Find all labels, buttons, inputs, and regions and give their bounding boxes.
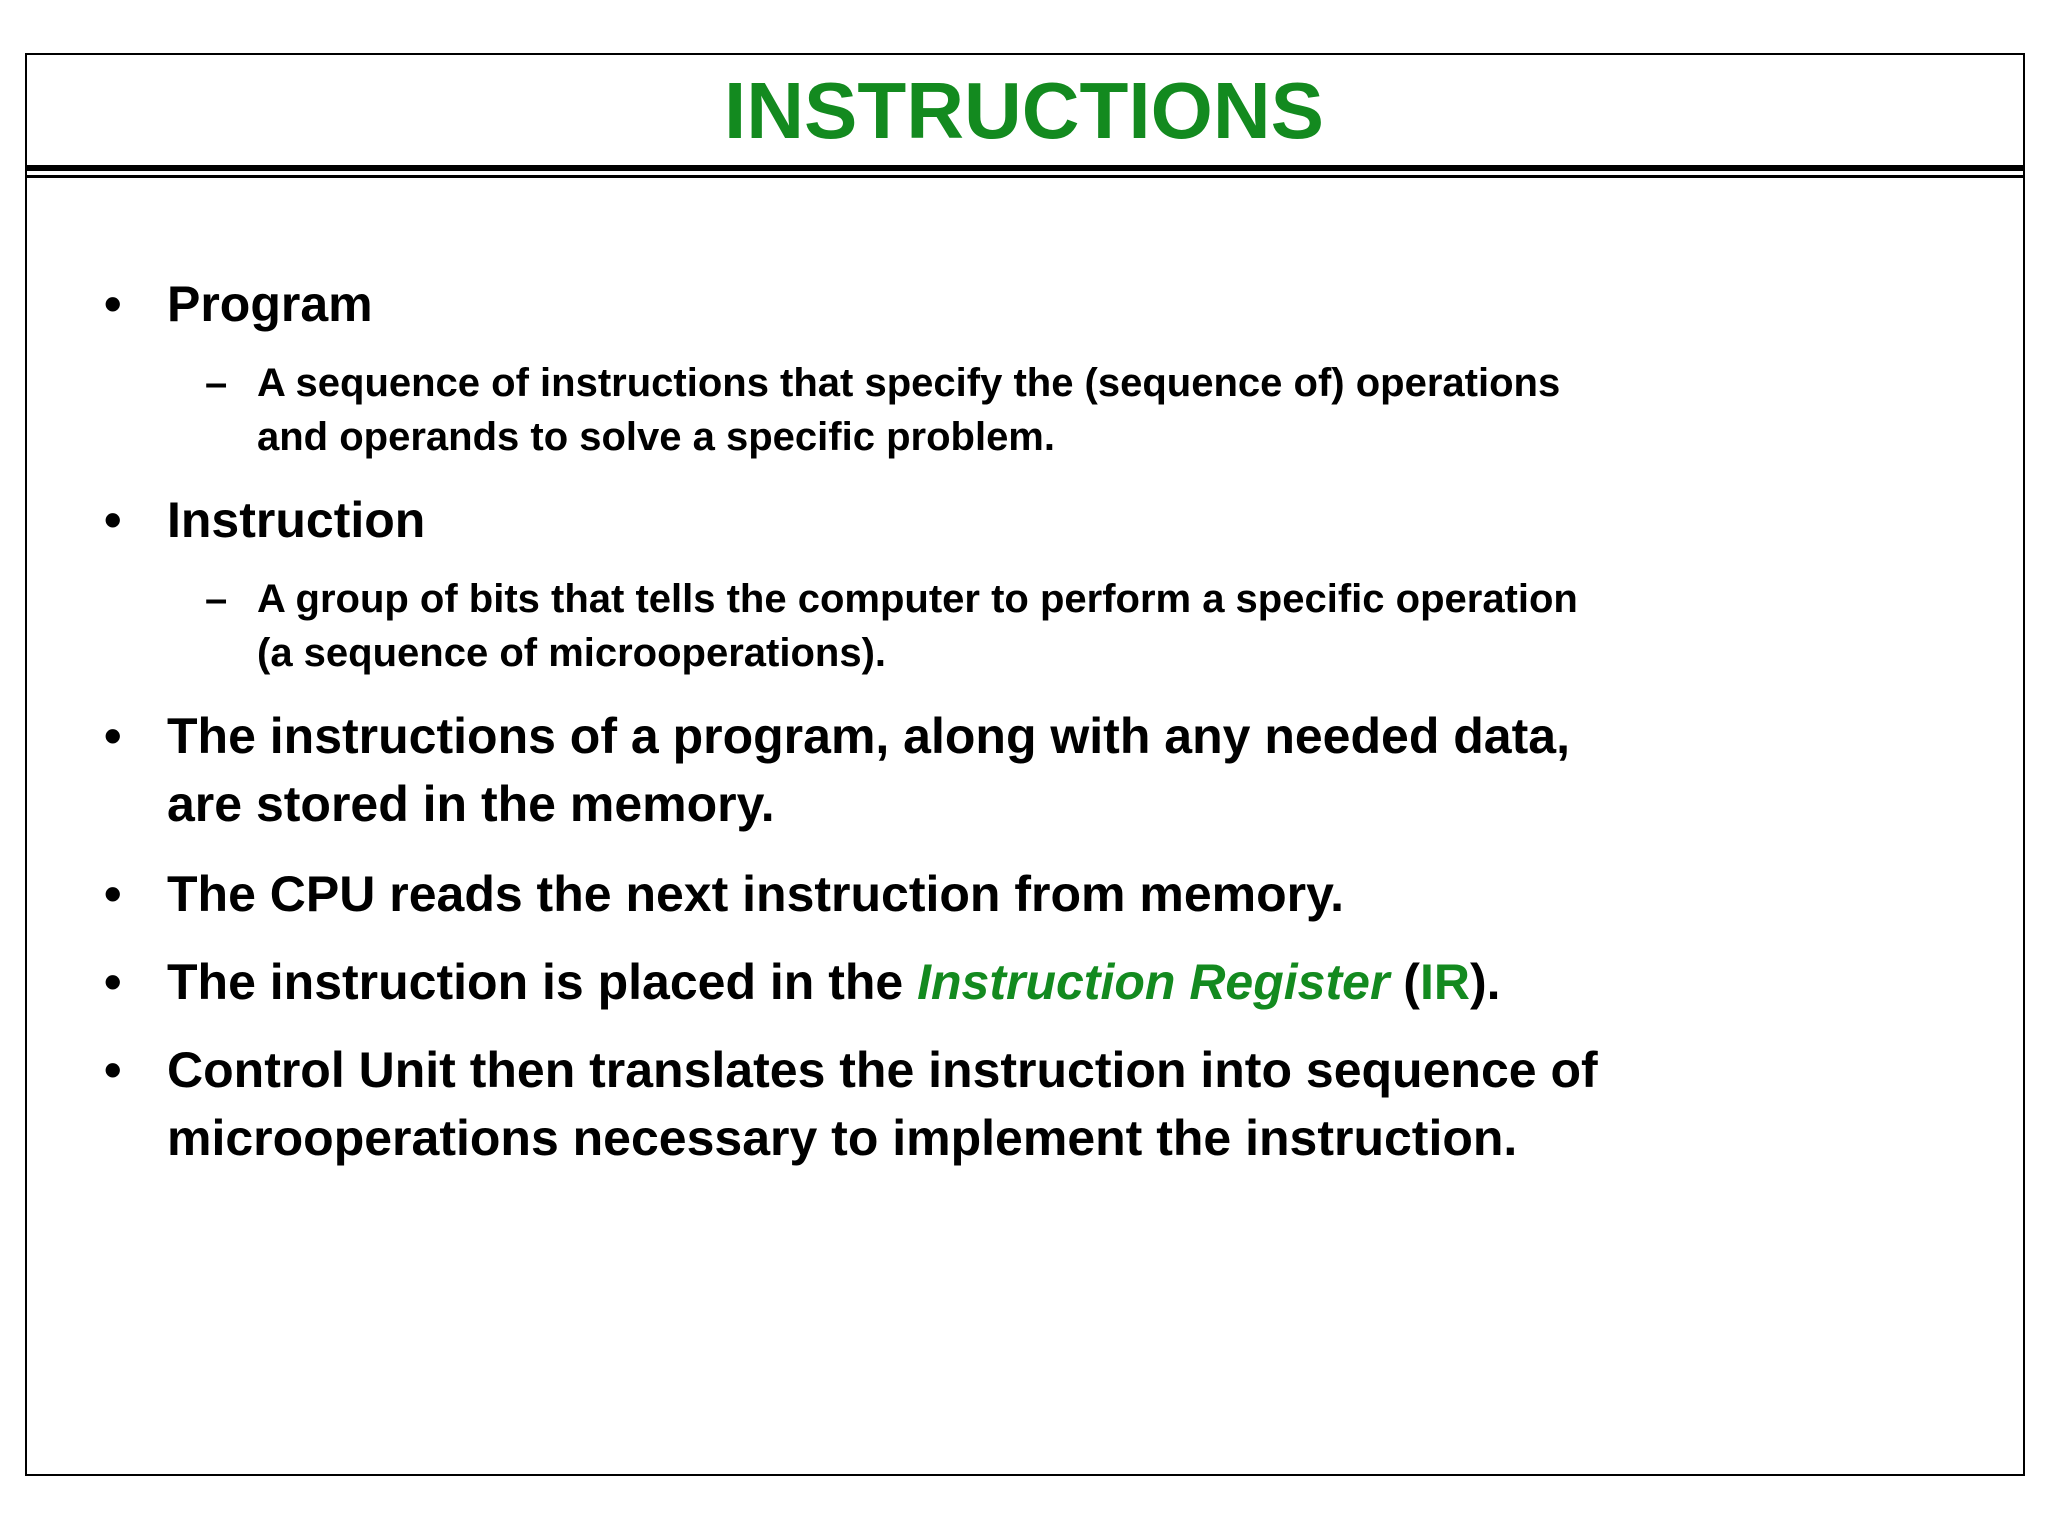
- instruction-register-term: Instruction Register: [917, 954, 1390, 1010]
- ir-abbreviation: IR: [1419, 954, 1470, 1010]
- bullet-cpu-reads: The CPU reads the next instruction from memory.: [167, 866, 1345, 922]
- slide-title: INSTRUCTIONS: [724, 66, 1324, 155]
- sub-bullet-instruction-line2: (a sequence of microoperations).: [257, 631, 887, 675]
- sub-bullet-instruction-line1: A group of bits that tells the computer to perform a specific operation: [257, 577, 1578, 621]
- bullet-marker: •: [104, 492, 122, 548]
- bullet-control-unit-line1: Control Unit then translates the instruction into sequence of: [167, 1042, 1598, 1098]
- bullet-instruction: Instruction: [167, 492, 426, 548]
- bullet-marker: •: [104, 708, 122, 764]
- bullet-control-unit-line2: microoperations necessary to implement the instruction.: [167, 1110, 1518, 1166]
- sub-bullet-program-line1: A sequence of instructions that specify the (sequence of) operations: [257, 361, 1561, 405]
- sub-bullet-program-line2: and operands to solve a specific problem.: [257, 415, 1055, 459]
- bullet-instruction-register: [167, 948, 1867, 1016]
- bullet-stored-line2: are stored in the memory.: [167, 776, 775, 832]
- ir-open-paren: (: [1389, 954, 1420, 1010]
- bullet-stored-line1: The instructions of a program, along with any needed data,: [167, 708, 1570, 764]
- bullet-marker: •: [104, 866, 122, 922]
- ir-suffix: ).: [1469, 954, 1501, 1010]
- sub-bullet-marker: –: [205, 361, 228, 405]
- sub-bullet-marker: –: [205, 577, 228, 621]
- ir-prefix: The instruction is placed in the: [167, 954, 918, 1010]
- bullet-marker: •: [104, 954, 122, 1010]
- bullet-marker: •: [104, 1042, 122, 1098]
- bullet-marker: •: [104, 276, 122, 332]
- bullet-program: Program: [167, 276, 373, 332]
